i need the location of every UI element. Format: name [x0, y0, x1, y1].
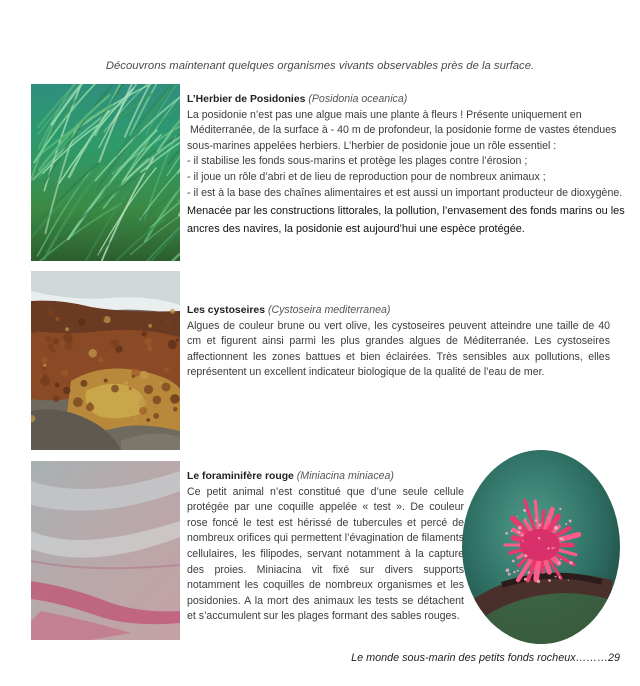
posidonia-line-2: Méditerranée, de la surface à - 40 m de profondeur, la posidonie forme de vastes étendues	[187, 124, 617, 137]
posidonia-photo	[31, 84, 180, 261]
cystoseira-photo	[31, 271, 180, 450]
posidonia-line-3: sous-marines appelées herbiers. L’herbier de posidonie joue un rôle essentiel :	[187, 139, 557, 152]
foraminifer-text: Ce petit animal n’est constitué que d’une seule cellule protégée par une coquille appelée « test ». De couleur rose foncé le test est hérissé de tubercules et percé de nombreux orifices qui permettent l’évagination de filaments cellulaires, les filipodes, servant notamment à la capture des proies. Miniacina vit fixé sur divers supports notamment les coquilles de nombreux organismes et les posidonies. A la mort des animaux les tests se détachent et s’accumulent sur les plages formant des sables rouges.	[187, 485, 464, 623]
posidonia-line-4: - il stabilise les fonds sous-marins et protège les plages contre l’érosion ;	[187, 155, 528, 168]
page-footer: Le monde sous-marin des petits fonds rocheux………29	[351, 652, 620, 664]
posidonia-title: L’Herbier de Posidonies	[187, 94, 306, 105]
posidonia-line-1: La posidonie n’est pas une algue mais une plante à fleurs ! Présente uniquement en	[187, 108, 582, 121]
posidonia-section	[187, 92, 627, 238]
red-sand-photo	[31, 461, 180, 640]
posidonia-emphasis: Menacée par les constructions littorales, la pollution, l’envasement des fonds marins ou les ancres des navires, la posidonie est aujourd’hui une espèce protégée.	[187, 205, 625, 236]
cystoseira-title: Les cystoseires	[187, 305, 265, 316]
cystoseira-text: Algues de couleur brune ou vert olive, les cystoseires peuvent atteindre une taille de 40 cm et figurent ainsi parmi les plus grandes algues de Méditerranée. Les cystoseires affectionnent les zones battues et bien éclairées. Très sensibles aux pollutions, elles représentent un excellent indicateur biologique de la qualité de l’eau de mer.	[187, 319, 610, 379]
cystoseira-latin: (Cystoseira mediterranea)	[267, 304, 391, 316]
posidonia-line-5: - il joue un rôle d’abri et de lieu de reproduction pour de nombreux animaux ;	[187, 170, 546, 183]
intro-text: Découvrons maintenant quelques organismes vivants observables près de la surface.	[105, 60, 535, 72]
cystoseira-section	[187, 303, 610, 381]
posidonia-line-6: - il est à la base des chaînes alimentaires et est aussi un important producteur de dioxygène.	[187, 186, 623, 199]
foraminifer-photo	[462, 450, 620, 644]
foraminifer-latin: (Miniacina miniacea)	[296, 470, 394, 482]
foraminifer-title: Le foraminifère rouge	[187, 471, 294, 482]
posidonia-latin: (Posidonia oceanica)	[308, 93, 408, 105]
foraminifer-section	[187, 469, 464, 625]
